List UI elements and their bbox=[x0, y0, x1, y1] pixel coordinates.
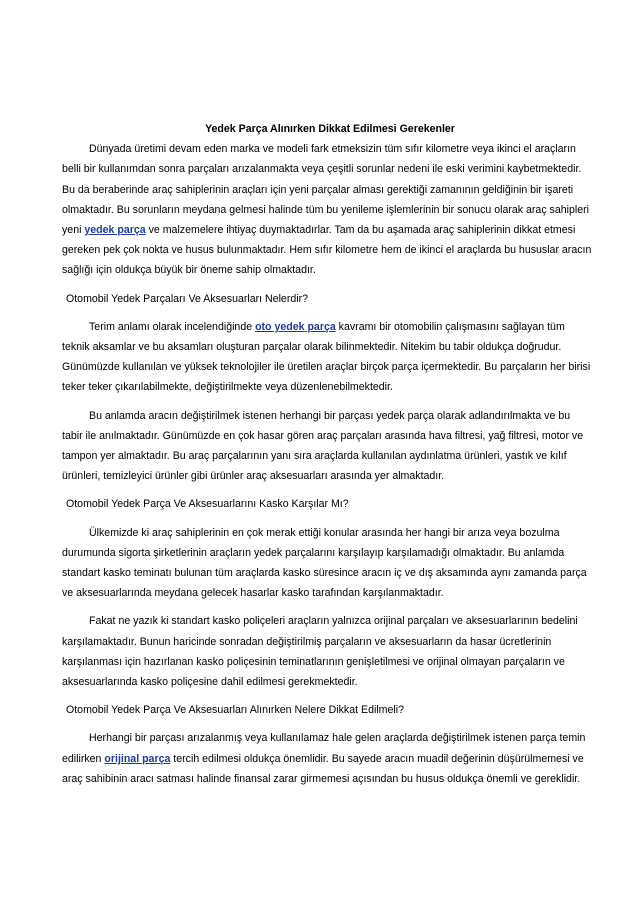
section-heading: Otomobil Yedek Parça Ve Aksesuarları Alınırken Nelere Dikkat Edilmeli? bbox=[66, 704, 404, 717]
paragraph bbox=[62, 611, 592, 692]
document-title: Yedek Parça Alınırken Dikkat Edilmesi Gerekenler bbox=[205, 123, 455, 135]
paragraph-text: ve malzemelere ihtiyaç duymaktadırlar. Tam da bu aşamada araç sahiplerinin dikkat etmesi gereken pek çok nokta ve husus bulunmaktadır. Hem sıfır kilometre hem de ikinci el araçlarda bu hususlar aracın sağlığı için oldukça büyük bir öneme sahip olmaktadır. bbox=[62, 224, 592, 277]
paragraph-text: tercih edilmesi oldukça önemlidir. Bu sayede aracın muadil değerinin düşürülmemesi ve araç sahibinin aracı satması halinde finansal zarar girmemesi açısından bu husus oldukça önemli ve gereklidir. bbox=[62, 752, 584, 785]
section-heading: Otomobil Yedek Parçaları Ve Aksesuarları Nelerdir? bbox=[66, 292, 309, 305]
paragraph-text: Ülkemizde ki araç sahiplerinin en çok merak ettiği konular arasında her hangi bir arıza veya bozulma durumunda sigorta şirketlerinin araçların yedek parçalarını karşılayıp karşılamadığı olmaktadır. Bu anlamda standart kasko teminatı bulunan tüm araçlarda kasko süresince aracın iç ve dış aksamında aynı zamanda parça ve aksesuarlarında meydana gelecek hasarlar kasko tarafından karşılanmaktadır. bbox=[62, 526, 587, 600]
orijinal-parca-link[interactable]: orijinal parça bbox=[104, 752, 171, 765]
paragraph bbox=[62, 523, 592, 604]
paragraph bbox=[62, 317, 592, 398]
paragraph bbox=[62, 406, 592, 487]
paragraph bbox=[62, 139, 592, 280]
paragraph-text: kavramı bir otomobilin çalışmasını sağlayan tüm teknik aksamlar ve bu aksamları oluşturan parçalar olarak bilinmektedir. Nitekim bu tabir oldukça doğrudur. Günümüzde kullanılan ve yüksek teknolojiler ile üretilen araçlar birçok parça içermektedir. Bu parçaların her birisi teker teker çıkarılabilmekte, değiştirilmekte veya düzenlenebilmektedir. bbox=[62, 320, 591, 394]
paragraph-text: Dünyada üretimi devam eden marka ve modeli fark etmeksizin tüm sıfır kilometre veya ikinci el araçların belli bir kullanımdan sonra parçaları arızalanmakta veya çeşitli sorunlar nedeni ile eski verimini kaybetmektedir. Bu da beraberinde araç sahiplerinin araçları için yeni parçalar alması gerektiği zamanının geldiğinin bir işareti olmaktadır. Bu sorunların meydana gelmesi halinde tüm bu yenileme işlemlerinin bir sonucu olarak araç sahipleri yeni bbox=[62, 143, 590, 237]
paragraph-text: Terim anlamı olarak incelendiğinde bbox=[89, 320, 256, 333]
paragraph-text: Herhangi bir parçası arızalanmış veya kullanılamaz hale gelen araçlarda değiştirilmek istenen parça temin edilirken bbox=[62, 732, 586, 765]
paragraph bbox=[62, 728, 592, 789]
document-content bbox=[62, 119, 592, 797]
oto-yedek-parca-link[interactable]: oto yedek parça bbox=[255, 320, 336, 333]
paragraph-text: Fakat ne yazık ki standart kasko poliçeleri araçların yalnızca orijinal parçaları ve aksesuarlarının bedelini karşılamaktadır. Bunun haricinde sonradan değiştirilmiş parçaların ve aksesuarların da hasar ücretlerinin karşılanması için hazırlanan kasko poliçesinin teminatlarının genişletilmesi ve orijinal olmayan parçaların ve aksesuarlarında kasko poliçesine dahil edilmesi gerekmektedir. bbox=[62, 615, 578, 689]
paragraph-text: Bu anlamda aracın değiştirilmek istenen herhangi bir parçası yedek parça olarak adlandırılmakta ve bu tabir ile anılmaktadır. Günümüzde en çok hasar gören araç parçaları arasında hava filtresi, yağ filtresi, motor ve tampon yer almaktadır. Bu araç parçalarının yanı sıra araçlarda kullanılan aydınlatma ürünleri, yastık ve kılıf ürünleri, temizleyici ürünler gibi ürünler araç aksesuarları arasında yer almaktadır. bbox=[62, 409, 584, 483]
section-heading: Otomobil Yedek Parça Ve Aksesuarlarını Kasko Karşılar Mı? bbox=[66, 498, 349, 511]
yedek-parca-link[interactable]: yedek parça bbox=[84, 224, 146, 237]
